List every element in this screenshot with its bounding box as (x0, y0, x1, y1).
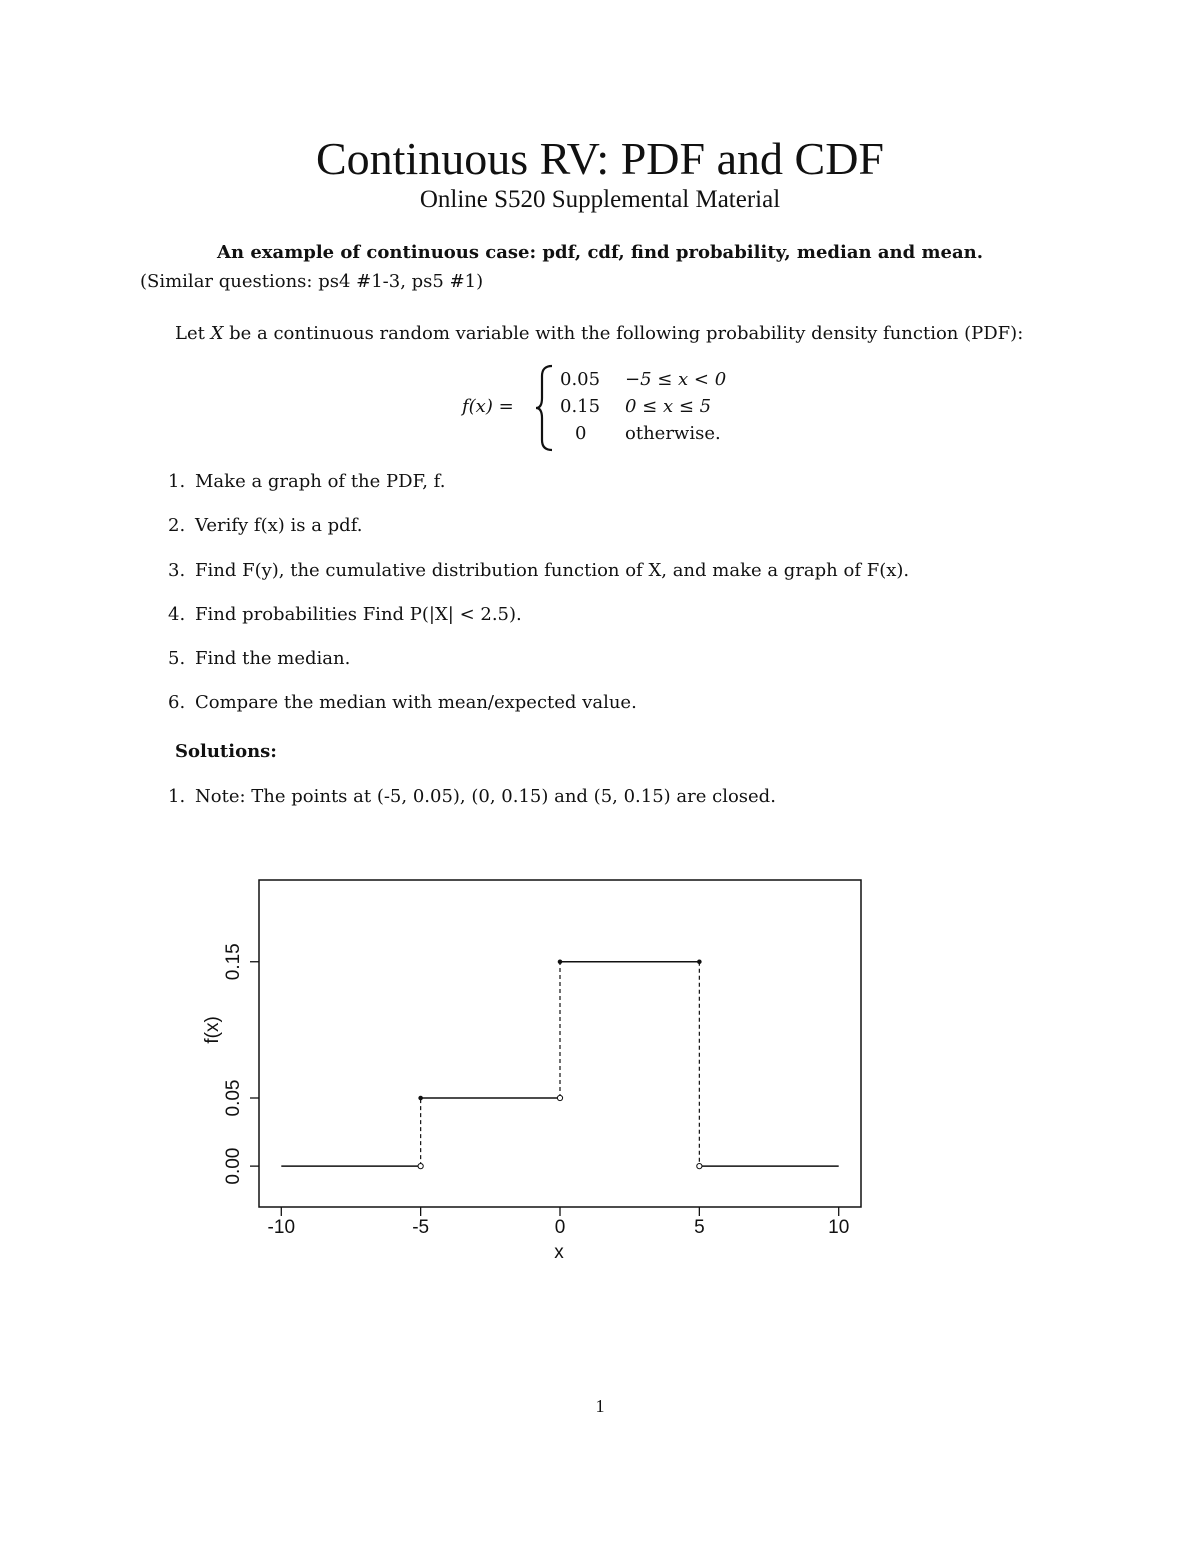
y-tick-label: 0.05 (223, 1079, 244, 1117)
pdf-lhs: f(x) = (462, 396, 514, 417)
note-text: Note: The points at (-5, 0.05), (0, 0.15) and (5, 0.15) are closed. (195, 786, 776, 807)
similar-questions: (Similar questions: ps4 #1-3, ps5 #1) (140, 271, 484, 292)
intro-prefix: Let (175, 323, 211, 344)
intro-variable: X (210, 323, 224, 344)
question-number: 4. (168, 604, 186, 625)
closed-point (698, 960, 702, 964)
open-point (557, 1095, 562, 1100)
pdf-chart (190, 860, 890, 1270)
question-text: Make a graph of the PDF, f. (195, 471, 446, 492)
closed-point (419, 1096, 423, 1100)
solutions-heading: Solutions: (175, 741, 277, 762)
cases-brace (534, 362, 558, 454)
case-value: 0 (575, 423, 587, 444)
y-tick-label: 0.00 (223, 1147, 244, 1185)
case-condition: −5 ≤ x < 0 (625, 369, 727, 390)
open-point (697, 1164, 702, 1169)
question-number: 1. (168, 471, 186, 492)
question-item (168, 692, 637, 713)
question-text: Verify f(x) is a pdf. (195, 515, 363, 536)
y-tick-label: 0.15 (223, 943, 244, 981)
x-tick-label: 5 (694, 1217, 705, 1238)
solution-note (168, 786, 776, 807)
page-number: 1 (595, 1396, 605, 1416)
intro-sentence (175, 323, 1023, 344)
case-condition: otherwise. (625, 423, 721, 444)
question-text: Compare the median with mean/expected value. (195, 692, 637, 713)
closed-point (558, 960, 562, 964)
question-number: 6. (168, 692, 186, 713)
page-title: Continuous RV: PDF and CDF (315, 133, 884, 184)
case-value: 0.15 (560, 396, 601, 417)
question-item (168, 515, 362, 536)
example-heading: An example of continuous case: pdf, cdf, find probability, median and mean. (217, 242, 983, 263)
question-item (168, 560, 909, 581)
question-item (168, 471, 445, 492)
plot-frame (259, 880, 861, 1207)
x-tick-label: 0 (554, 1217, 566, 1238)
question-text: Find probabilities Find P(|X| < 2.5). (195, 604, 522, 625)
question-number: 2. (168, 515, 186, 536)
question-number: 3. (168, 560, 186, 581)
question-item (168, 648, 350, 669)
x-axis-label: x (554, 1242, 564, 1263)
note-number: 1. (168, 786, 186, 807)
question-number: 5. (168, 648, 186, 669)
x-tick-label: -5 (412, 1217, 430, 1238)
x-tick-label: -10 (267, 1217, 296, 1238)
intro-suffix: be a continuous random variable with the following probability density function (PDF): (223, 323, 1024, 344)
page-subtitle: Online S520 Supplemental Material (419, 186, 781, 213)
open-point (418, 1164, 423, 1169)
case-value: 0.05 (560, 369, 601, 390)
x-tick-label: 10 (828, 1217, 850, 1238)
y-axis-label: f(x) (202, 1016, 223, 1044)
case-condition: 0 ≤ x ≤ 5 (625, 396, 712, 417)
question-text: Find the median. (195, 648, 351, 669)
question-item (168, 604, 522, 625)
question-text: Find F(y), the cumulative distribution function of X, and make a graph of F(x). (195, 560, 910, 581)
